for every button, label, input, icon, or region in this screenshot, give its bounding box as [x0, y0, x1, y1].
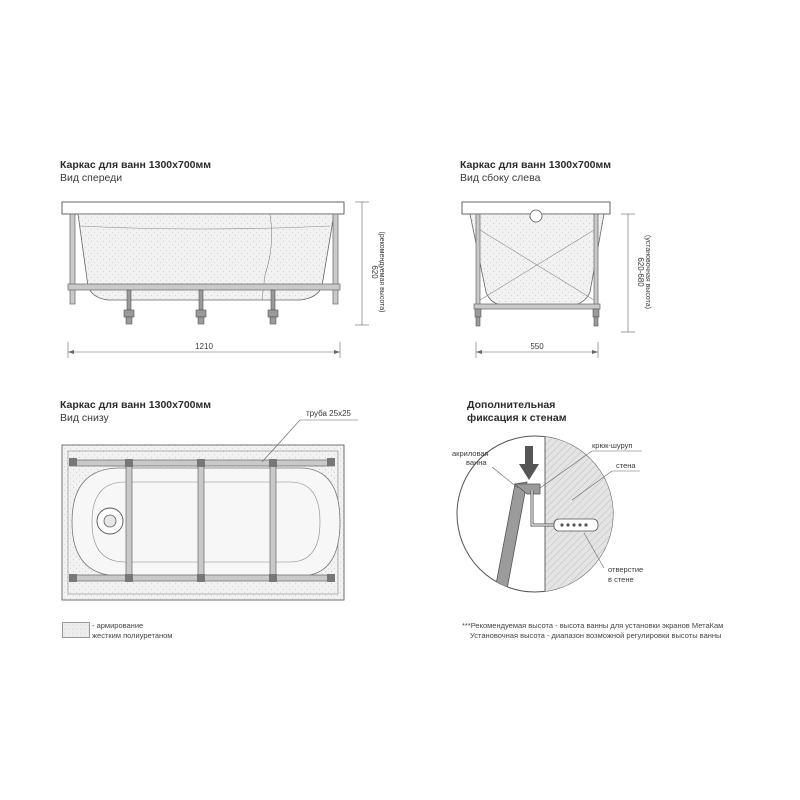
detail-title-line2: фиксация к стенам [467, 412, 567, 424]
pipe-label: труба 25х25 [306, 409, 351, 418]
detail-title-line1: Дополнительная [467, 399, 556, 411]
side-view-subtitle: Вид сбоку слева [460, 172, 541, 184]
detail-label-tub-1: акриловая [452, 449, 489, 458]
bottom-view-subtitle: Вид снизу [60, 412, 109, 424]
side-width-dim: 550 [530, 342, 544, 351]
detail-arrow-shaft [525, 446, 533, 464]
bottom-crossbar-1 [126, 462, 132, 580]
footnote-line2: Установочная высота - диапазон возможной регулировки высоты ванны [470, 631, 722, 640]
front-view-subtitle: Вид спереди [60, 172, 123, 184]
detail-label-wall: стена [616, 461, 636, 470]
front-post-left [70, 214, 75, 304]
detail-label-tub-2: ванна [466, 458, 487, 467]
side-view-title: Каркас для ванн 1300х700мм [460, 159, 612, 171]
side-tub-body [470, 214, 604, 306]
front-width-dim: 1210 [195, 342, 213, 351]
bottom-crossbar-3 [270, 462, 276, 580]
side-height-dim-note: (установочная высота) [644, 235, 651, 309]
front-tub-rim [62, 202, 344, 214]
bottom-view [62, 409, 358, 600]
detail-label-hook: крюк-шуруп [592, 441, 633, 450]
front-height-dim-note: (рекомендуемая высота) [378, 231, 385, 313]
bottom-crossbar-2 [198, 462, 204, 580]
legend-line1: - армирование [92, 621, 144, 630]
side-view [462, 202, 651, 358]
detail-label-hole-1: отверстие [608, 565, 644, 574]
side-frame-bar [474, 304, 600, 309]
front-view [62, 202, 385, 358]
front-post-right [333, 214, 338, 304]
side-post-left [476, 214, 480, 310]
front-frame-bar [68, 284, 340, 290]
side-post-right [594, 214, 598, 310]
detail-label-hole-2: в стене [608, 575, 634, 584]
side-height-dim: 620-680 [636, 257, 645, 287]
front-view-title: Каркас для ванн 1300х700мм [60, 159, 212, 171]
side-overflow-hole [530, 210, 542, 222]
detail-view [452, 430, 643, 600]
front-height-dim: 620 [370, 265, 379, 279]
legend-line2: жестким полиуретаном [92, 630, 173, 640]
footnote-line1: ***Рекомендуемая высота - высота ванны для установки экранов МетаКам [462, 621, 724, 630]
legend-swatch-polyurethane [62, 622, 90, 638]
bottom-view-title: Каркас для ванн 1300х700мм [60, 399, 212, 411]
legend-text [92, 621, 172, 640]
